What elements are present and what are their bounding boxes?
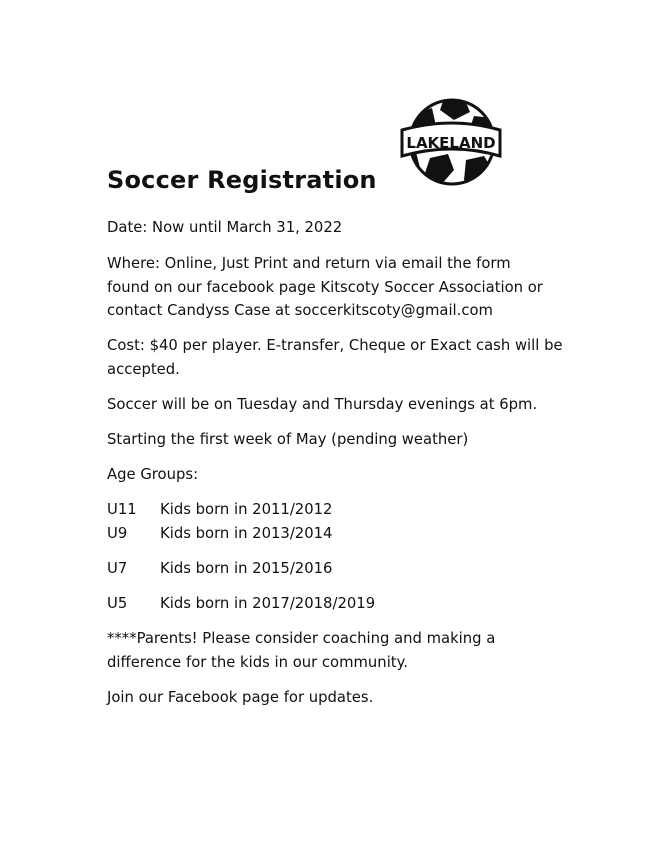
parents-line: difference for the kids in our community. bbox=[107, 653, 408, 671]
age-group-code: U11 bbox=[107, 501, 137, 518]
date-line: Date: Now until March 31, 2022 bbox=[107, 219, 343, 236]
facebook-line: Join our Facebook page for updates. bbox=[107, 689, 374, 706]
schedule-line: Soccer will be on Tuesday and Thursday evenings at 6pm. bbox=[107, 396, 538, 413]
age-group-code: U9 bbox=[107, 525, 128, 542]
where-line: found on our facebook page Kitscoty Soccer Association or bbox=[107, 278, 543, 296]
age-group-code: U7 bbox=[107, 560, 128, 577]
where-line: contact Candyss Case at soccerkitscoty@gmail.com bbox=[107, 302, 493, 319]
parents-line: ****Parents! Please consider coaching and making a bbox=[107, 630, 496, 647]
where-paragraph bbox=[107, 252, 543, 323]
cost-paragraph bbox=[107, 334, 563, 381]
age-group-row bbox=[107, 557, 332, 581]
age-group-row bbox=[107, 592, 375, 616]
cost-line: Cost: $40 per player. E-transfer, Cheque or Exact cash will be bbox=[107, 337, 563, 354]
age-groups-heading: Age Groups: bbox=[107, 466, 199, 483]
age-group-row bbox=[107, 522, 332, 546]
lakeland-soccer-ball-logo bbox=[400, 96, 502, 188]
page-title: Soccer Registration bbox=[107, 166, 377, 194]
age-group-desc: Kids born in 2015/2016 bbox=[160, 560, 333, 577]
logo-text: LAKELAND bbox=[406, 134, 496, 152]
age-group-code: U5 bbox=[107, 595, 128, 612]
where-line: Where: Online, Just Print and return via email the form bbox=[107, 255, 511, 272]
cost-line: accepted. bbox=[107, 360, 180, 378]
start-line: Starting the first week of May (pending weather) bbox=[107, 431, 469, 448]
age-group-desc: Kids born in 2013/2014 bbox=[160, 525, 333, 542]
age-group-desc: Kids born in 2017/2018/2019 bbox=[160, 595, 376, 612]
age-group-desc: Kids born in 2011/2012 bbox=[160, 501, 333, 518]
parents-paragraph bbox=[107, 627, 495, 674]
age-group-row bbox=[107, 498, 332, 522]
